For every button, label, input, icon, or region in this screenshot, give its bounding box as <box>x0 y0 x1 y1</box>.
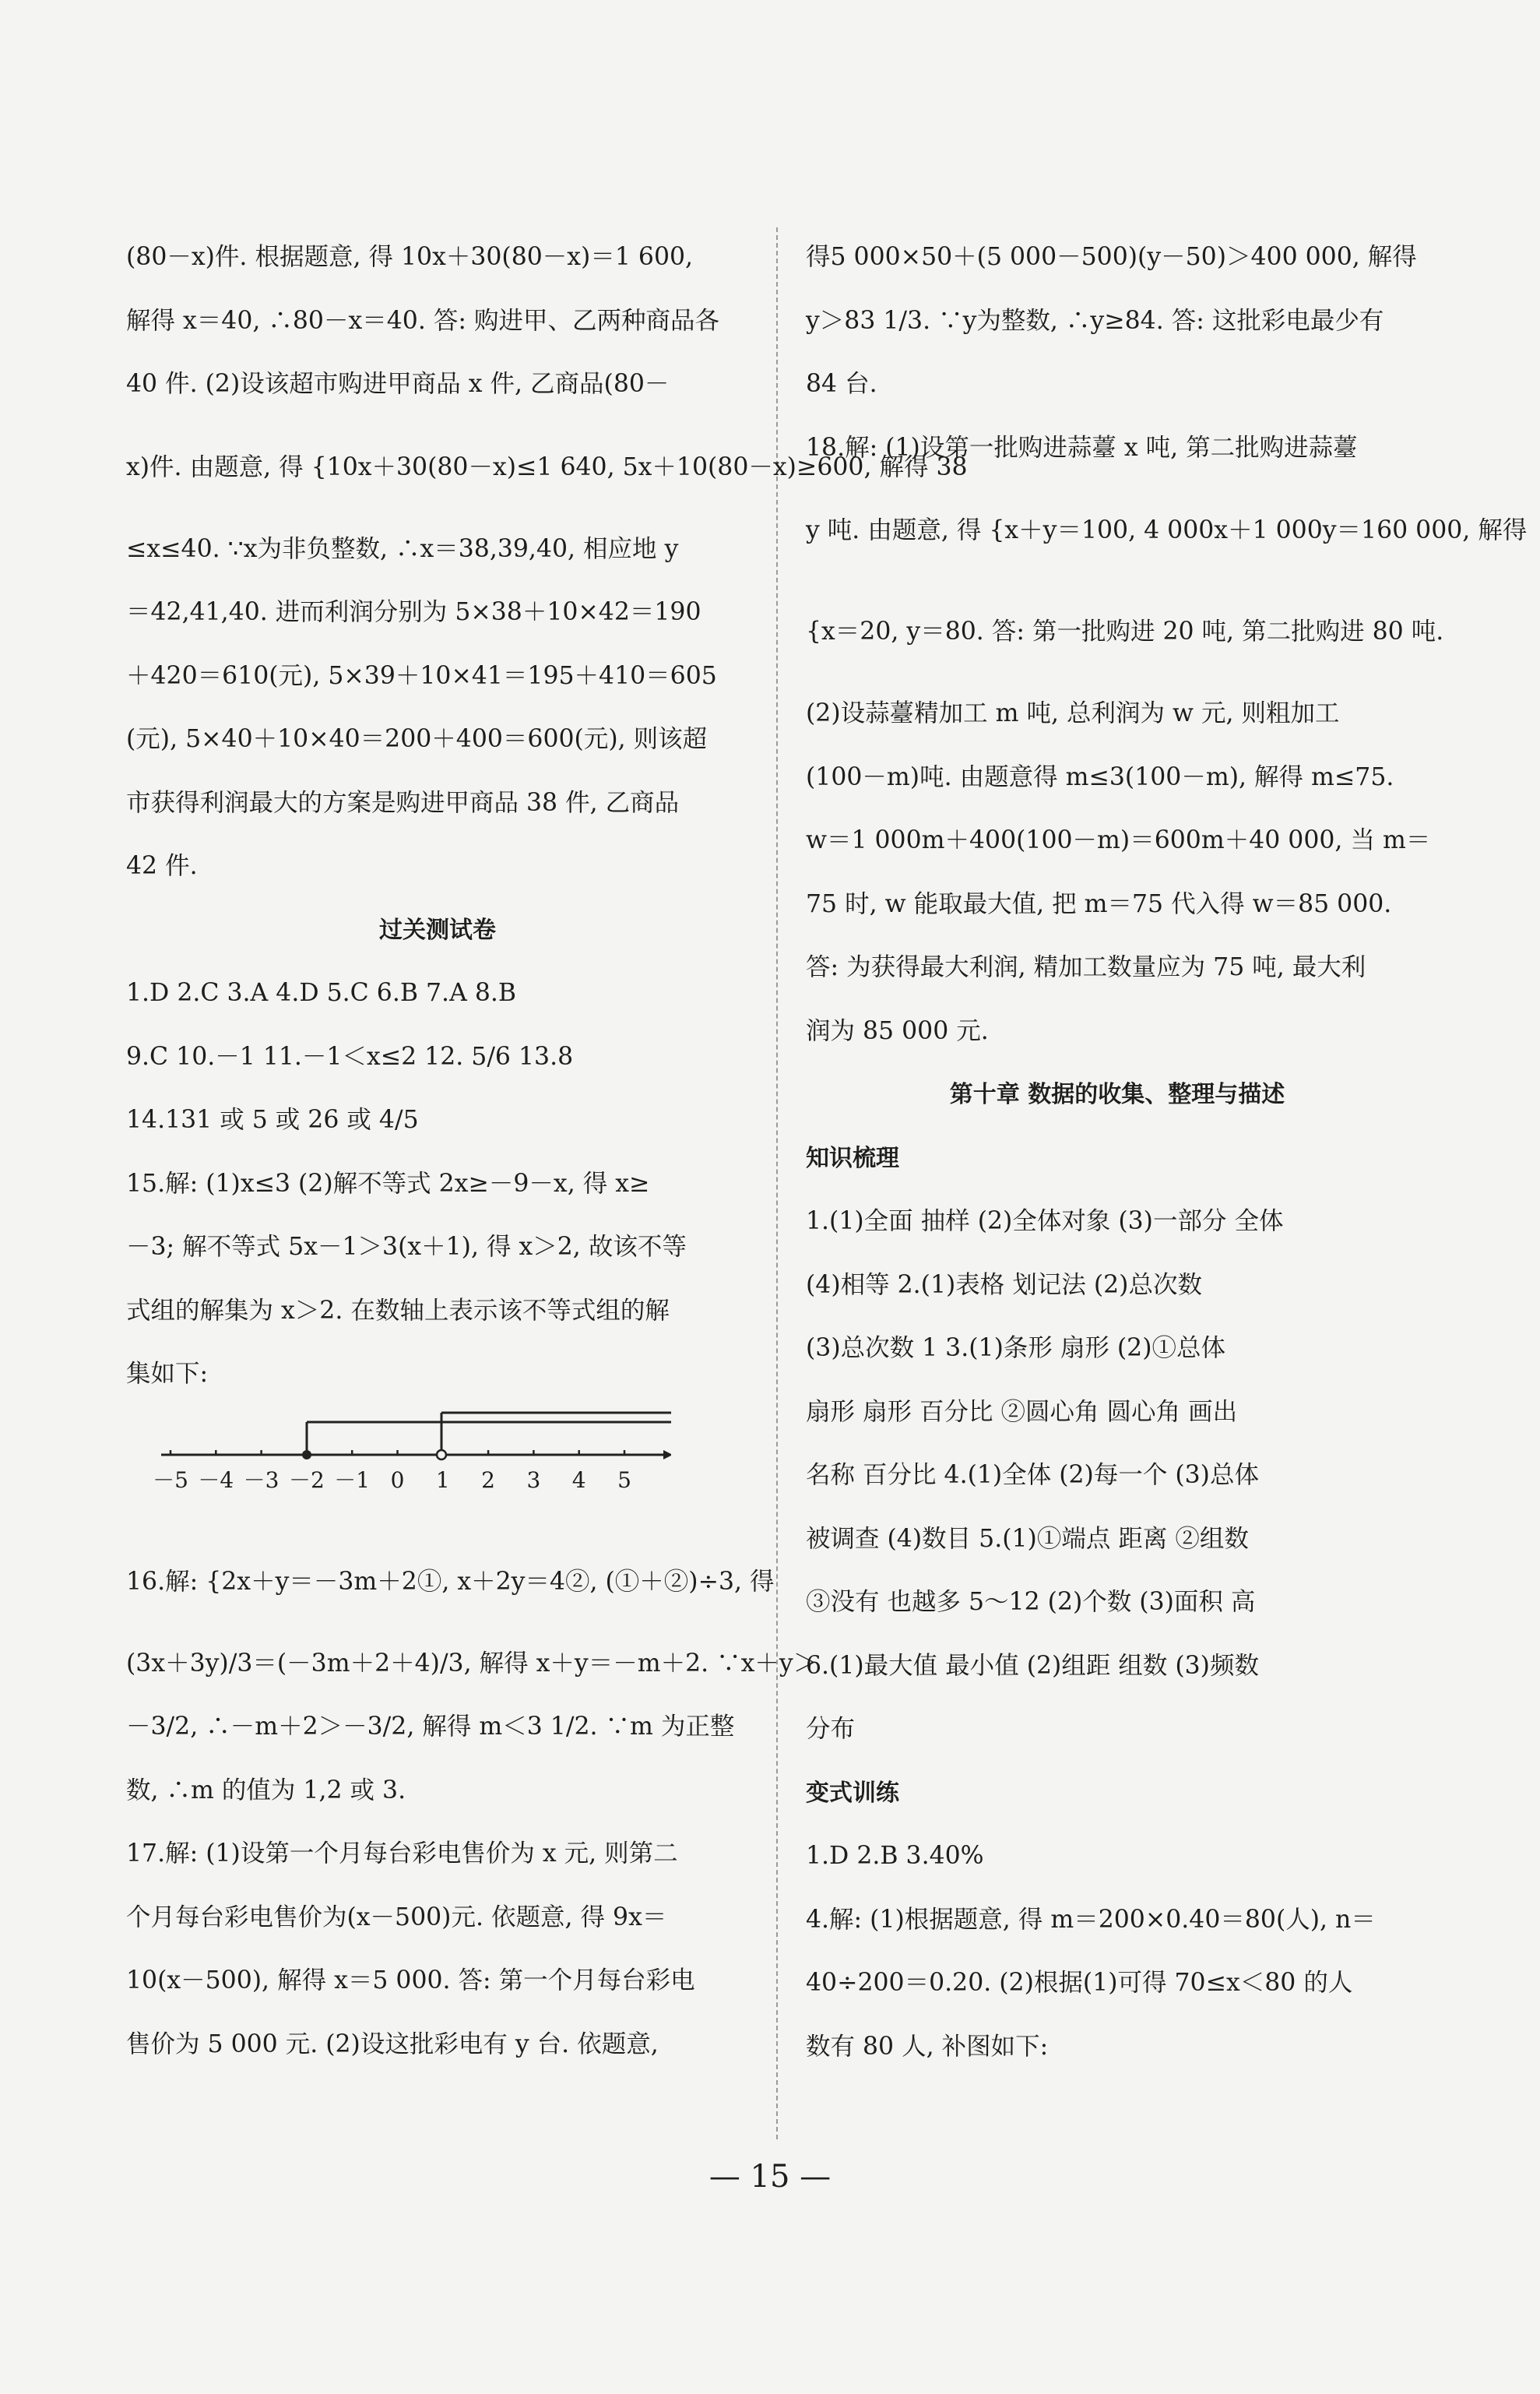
answer-line: 14.131 或 5 或 26 或 4/5 <box>126 1106 419 1134</box>
chapter-heading: 第十章 数据的收集、整理与描述 <box>949 1081 1285 1108</box>
tick-label: －1 <box>334 1466 371 1493</box>
tick-label: 4 <box>571 1466 586 1493</box>
text-line: －3/2, ∴－m＋2＞－3/2, 解得 m＜3 1/2. ∵m 为正整 <box>126 1713 735 1741</box>
text-line: 个月每台彩电售价为(x－500)元. 依题意, 得 9x＝ <box>126 1903 667 1931</box>
text-line: 被调查 (4)数目 5.(1)①端点 距离 ②组数 <box>806 1524 1249 1553</box>
number-line-svg <box>126 1406 671 1523</box>
text-line: 数有 80 人, 补图如下: <box>806 2032 1049 2061</box>
section-heading: 过关测试卷 <box>379 916 496 944</box>
text-line: 解得 x＝40, ∴80－x＝40. 答: 购进甲、乙两种商品各 <box>126 306 719 335</box>
text-line: 42 件. <box>126 852 198 880</box>
answer-line: 9.C 10.－1 11.－1＜x≤2 12. 5/6 13.8 <box>126 1042 574 1071</box>
page-number: — 15 — <box>708 2159 832 2195</box>
text-line: 40 件. (2)设该超市购进甲商品 x 件, 乙商品(80－ <box>126 370 670 398</box>
text-line: 4.解: (1)根据题意, 得 m＝200×0.40＝80(人), n＝ <box>806 1905 1376 1934</box>
text-line: 1.(1)全面 抽样 (2)全体对象 (3)一部分 全体 <box>806 1207 1284 1235</box>
tick-label: 3 <box>526 1466 541 1493</box>
text-line: 6.(1)最大值 最小值 (2)组距 组数 (3)频数 <box>806 1651 1259 1680</box>
text-line-system: 16.解: {2x＋y＝－3m＋2①, x＋2y＝4②, (①＋②)÷3, 得 <box>126 1567 775 1596</box>
text-line: (4)相等 2.(1)表格 划记法 (2)总次数 <box>806 1270 1202 1299</box>
text-line: ＋420＝610(元), 5×39＋10×41＝195＋410＝605 <box>126 661 717 690</box>
text-line: (3x＋3y)/3＝(－3m＋2＋4)/3, 解得 x＋y＝－m＋2. ∵x＋y＞ <box>126 1649 818 1678</box>
text-line-system: x)件. 由题意, 得 {10x＋30(80－x)≤1 640, 5x＋10(80－x)≥600, 解得 38 <box>126 452 968 481</box>
number-line-figure <box>126 1406 749 1531</box>
answer-line: 1.D 2.B 3.40% <box>806 1842 984 1870</box>
subsection-heading: 变式训练 <box>806 1779 899 1807</box>
tick-label: －5 <box>153 1466 188 1493</box>
text-line: 名称 百分比 4.(1)全体 (2)每一个 (3)总体 <box>806 1461 1259 1489</box>
text-line: (3)总次数 1 3.(1)条形 扇形 (2)①总体 <box>806 1334 1226 1362</box>
text-line: (元), 5×40＋10×40＝200＋400＝600(元), 则该超 <box>126 725 708 753</box>
text-line: 数, ∴m 的值为 1,2 或 3. <box>126 1776 406 1804</box>
text-line: 集如下: <box>126 1360 209 1388</box>
tick-label: －3 <box>243 1466 280 1493</box>
tick-label: －2 <box>288 1466 325 1493</box>
subsection-heading: 知识梳理 <box>806 1144 899 1172</box>
text-line-system: y 吨. 由题意, 得 {x＋y＝100, 4 000x＋1 000y＝160 000, 解得 <box>806 516 1528 544</box>
text-line: 分布 <box>806 1715 856 1743</box>
text-line: (2)设蒜薹精加工 m 吨, 总利润为 w 元, 则粗加工 <box>806 699 1340 727</box>
number-line-ticks <box>153 1450 631 1493</box>
text-line: 75 时, w 能取最大值, 把 m＝75 代入得 w＝85 000. <box>806 889 1392 918</box>
tick-label: 0 <box>390 1466 405 1493</box>
closed-point <box>302 1450 311 1459</box>
text-line: y＞83 1/3. ∵y为整数, ∴y≥84. 答: 这批彩电最少有 <box>806 306 1384 335</box>
text-line: 17.解: (1)设第一个月每台彩电售价为 x 元, 则第二 <box>126 1840 678 1868</box>
text-line: ③没有 也越多 5～12 (2)个数 (3)面积 高 <box>806 1588 1256 1616</box>
text-line: 40÷200＝0.20. (2)根据(1)可得 70≤x＜80 的人 <box>806 1969 1353 1997</box>
text-line: 15.解: (1)x≤3 (2)解不等式 2x≥－9－x, 得 x≥ <box>126 1169 650 1198</box>
text-line: 扇形 扇形 百分比 ②圆心角 圆心角 画出 <box>806 1397 1238 1426</box>
text-line: 答: 为获得最大利润, 精加工数量应为 75 吨, 最大利 <box>806 953 1366 981</box>
tick-label: 1 <box>435 1466 450 1493</box>
open-point <box>437 1450 446 1459</box>
answer-line: 1.D 2.C 3.A 4.D 5.C 6.B 7.A 8.B <box>126 979 517 1007</box>
tick-label: 5 <box>617 1466 631 1493</box>
column-divider <box>776 227 778 2139</box>
text-line: 得5 000×50＋(5 000－500)(y－50)＞400 000, 解得 <box>806 243 1417 271</box>
text-line: 式组的解集为 x＞2. 在数轴上表示该不等式组的解 <box>126 1296 670 1325</box>
text-line: 市获得利润最大的方案是购进甲商品 38 件, 乙商品 <box>126 788 680 817</box>
text-line: ≤x≤40. ∵x为非负整数, ∴x＝38,39,40, 相应地 y <box>126 534 679 563</box>
text-line: 84 台. <box>806 370 877 398</box>
text-line: (80－x)件. 根据题意, 得 10x＋30(80－x)＝1 600, <box>126 243 694 271</box>
text-line: 18.解: (1)设第一批购进蒜薹 x 吨, 第二批购进蒜薹 <box>806 433 1358 462</box>
text-line: 售价为 5 000 元. (2)设这批彩电有 y 台. 依题意, <box>126 2030 659 2058</box>
tick-label: －4 <box>198 1466 234 1493</box>
tick-label: 2 <box>481 1466 496 1493</box>
text-line: 润为 85 000 元. <box>806 1016 989 1045</box>
text-line: －3; 解不等式 5x－1＞3(x＋1), 得 x＞2, 故该不等 <box>126 1233 687 1261</box>
axis-arrow <box>663 1450 671 1459</box>
text-line-system: {x＝20, y＝80. 答: 第一批购进 20 吨, 第二批购进 80 吨. <box>806 618 1444 646</box>
text-line: ＝42,41,40. 进而利润分别为 5×38＋10×42＝190 <box>126 598 701 626</box>
text-line: w＝1 000m＋400(100－m)＝600m＋40 000, 当 m＝ <box>806 826 1431 854</box>
text-line: (100－m)吨. 由题意得 m≤3(100－m), 解得 m≤75. <box>806 762 1394 791</box>
text-line: 10(x－500), 解得 x＝5 000. 答: 第一个月每台彩电 <box>126 1966 695 1994</box>
right-column <box>806 226 1528 2079</box>
